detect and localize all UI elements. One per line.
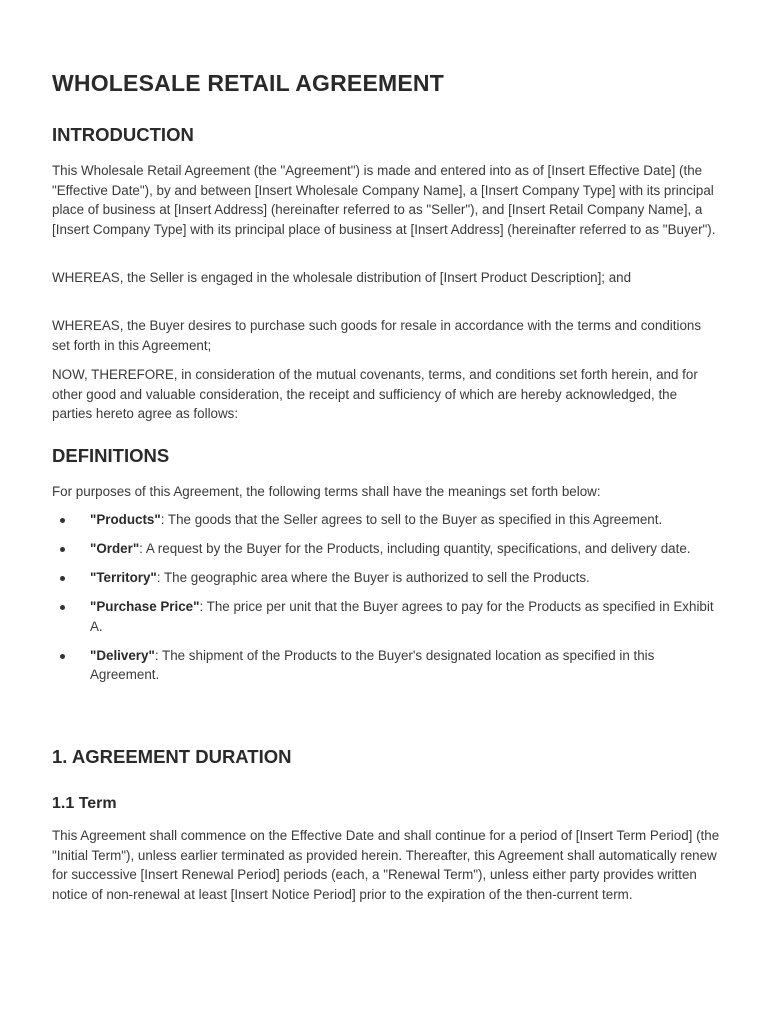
definition-item [52, 510, 720, 530]
definitions-list [52, 510, 720, 694]
introduction-paragraph-2: WHEREAS, the Seller is engaged in the wholesale distribution of [Insert Product Description]; and [52, 270, 632, 285]
introduction-heading: INTRODUCTION [52, 124, 194, 145]
bullet-icon [60, 654, 65, 659]
definition-term: "Territory" [90, 570, 157, 585]
introduction-paragraph-4: NOW, THEREFORE, in consideration of the mutual covenants, terms, and conditions set forth herein, and for other good and valuable consideration, the receipt and sufficiency of which are hereby acknowledged, the parties hereto agree as follows: [52, 367, 698, 421]
section-1-heading: 1. AGREEMENT DURATION [52, 746, 292, 767]
definition-text: : The geographic area where the Buyer is authorized to sell the Products. [156, 570, 590, 585]
definition-term: "Delivery" [90, 647, 155, 663]
document-title: WHOLESALE RETAIL AGREEMENT [52, 70, 444, 96]
definition-term: "Order" [90, 541, 140, 556]
bullet-icon [60, 605, 65, 610]
definition-text: : The price per unit that the Buyer agrees to pay for the Products as specified in Exhibit A. [90, 599, 714, 634]
definition-item [52, 646, 720, 685]
definition-text: : A request by the Buyer for the Products, including quantity, specifications, and delivery date. [139, 541, 691, 556]
bullet-icon [60, 547, 65, 552]
definition-item [52, 568, 720, 588]
definition-term: "Products" [90, 512, 161, 527]
definition-term: "Purchase Price" [90, 599, 200, 614]
definition-item [52, 597, 720, 636]
definition-text: : The shipment of the Products to the Buyer's designated location as specified in this Agreement. [90, 647, 655, 682]
section-1-1-paragraph: This Agreement shall commence on the Effective Date and shall continue for a period of [Insert Term Period] (the "Initial Term"), unless earlier terminated as provided herein. Thereafter, this Agreement shall automatically renew for successive [Insert Renewal Period] periods (each, a "Renewal Term"), unless either party provides written notice of non-renewal at least [Insert Notice Period] prior to the expiration of the then-current term. [52, 828, 720, 902]
definitions-intro: For purposes of this Agreement, the following terms shall have the meanings set forth below: [52, 484, 601, 499]
definition-item [52, 539, 720, 559]
section-1-1-heading: 1.1 Term [52, 795, 117, 812]
bullet-icon [60, 518, 65, 523]
definitions-heading: DEFINITIONS [52, 445, 170, 466]
bullet-icon [60, 576, 65, 581]
introduction-paragraph-3: WHEREAS, the Buyer desires to purchase such goods for resale in accordance with the terms and conditions set forth in this Agreement; [52, 318, 702, 353]
definition-text: : The goods that the Seller agrees to sell to the Buyer as specified in this Agreement. [160, 512, 663, 527]
introduction-paragraph-1: This Wholesale Retail Agreement (the "Agreement") is made and entered into as of [Insert Effective Date] (the "Effective Date"), by and between [Insert Wholesale Company Name], a [Insert Company Type] with its principal place of business at [Insert Address] (hereinafter referred to as "Seller"), and [Insert Retail Company Name], a [Insert Company Type] with its principal place of business at [Insert Address] (hereinafter referred to as "Buyer"). [52, 163, 716, 237]
